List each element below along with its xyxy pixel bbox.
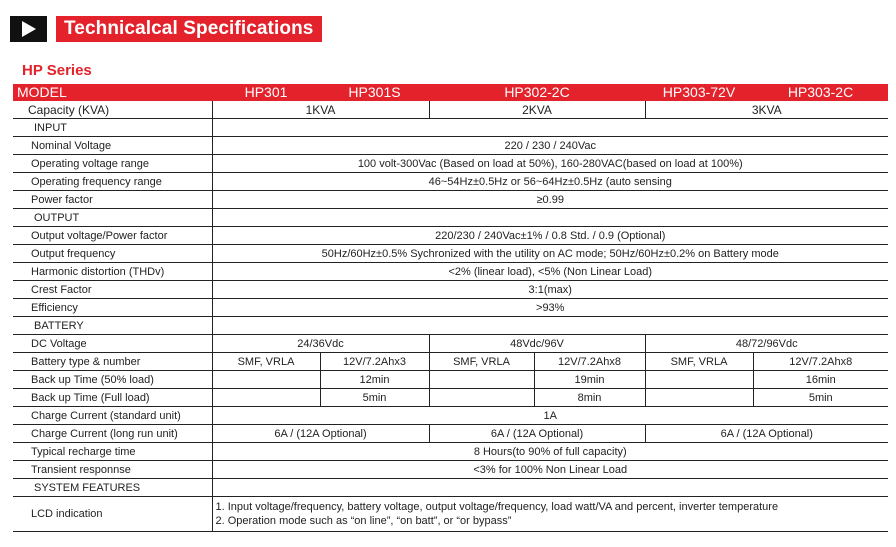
backup-full-row [13,389,888,407]
power-factor-label: Power factor [13,191,212,209]
system-section-row [13,479,888,497]
harmonic-label: Harmonic distortion (THDv) [13,263,212,281]
harmonic-row [13,263,888,281]
backup-50-row [13,371,888,389]
backup-50-3kva: 16min [753,371,888,389]
output-frequency-value: 50Hz/60Hz±0.5% Sychronized with the utility on AC mode; 50Hz/60Hz±0.2% on Battery mode [212,245,888,263]
charge-long-1kva: 6A / (12A Optional) [212,425,429,443]
spec-table [13,84,888,532]
operating-voltage-label: Operating voltage range [13,155,212,173]
output-frequency-label: Output frequency [13,245,212,263]
output-voltage-row [13,227,888,245]
efficiency-label: Efficiency [13,299,212,317]
recharge-row [13,443,888,461]
crest-value: 3:1(max) [212,281,888,299]
operating-frequency-label: Operating frequency range [13,173,212,191]
model-hp302-2c: HP302-2C [429,84,645,101]
battery-section-label: BATTERY [13,317,212,335]
battery-type-label: Battery type & number [13,353,212,371]
charge-long-row [13,425,888,443]
backup-full-3kva: 5min [753,389,888,407]
transient-label: Transient responnse [13,461,212,479]
backup-full-2kva: 8min [534,389,645,407]
lcd-row [13,497,888,532]
battery-type-cell: 12V/7.2Ahx8 [753,353,888,371]
charge-std-row [13,407,888,425]
recharge-label: Typical recharge time [13,443,212,461]
battery-type-cell: 12V/7.2Ahx3 [320,353,429,371]
model-label: MODEL [13,84,212,101]
battery-type-cell: SMF, VRLA [429,353,534,371]
model-row [13,84,888,101]
efficiency-value: >93% [212,299,888,317]
battery-type-cell: 12V/7.2Ahx8 [534,353,645,371]
dc-voltage-1kva: 24/36Vdc [212,335,429,353]
capacity-label: Capacity (KVA) [13,101,212,119]
title-banner [56,16,322,42]
charge-long-2kva: 6A / (12A Optional) [429,425,645,443]
harmonic-value: <2% (linear load), <5% (Non Linear Load) [212,263,888,281]
system-section-label: SYSTEM FEATURES [13,479,212,497]
output-section-label: OUTPUT [13,209,212,227]
play-icon [10,16,47,42]
nominal-voltage-label: Nominal Voltage [13,137,212,155]
battery-section-row [13,317,888,335]
capacity-2kva: 2KVA [429,101,645,119]
lcd-value [212,497,888,532]
recharge-value: 8 Hours(to 90% of full capacity) [212,443,888,461]
dc-voltage-3kva: 48/72/96Vdc [645,335,888,353]
power-factor-value: ≥0.99 [212,191,888,209]
charge-long-label: Charge Current (long run unit) [13,425,212,443]
charge-std-label: Charge Current (standard unit) [13,407,212,425]
model-hp303-72v: HP303-72V [645,84,753,101]
page-header [10,15,322,43]
lcd-line-2: 2. Operation mode such as “on line”, “on batt”, or “or bypass” [215,515,512,527]
capacity-3kva: 3KVA [645,101,888,119]
model-hp301s: HP301S [320,84,429,101]
output-voltage-label: Output voltage/Power factor [13,227,212,245]
backup-full-1kva: 5min [320,389,429,407]
battery-type-cell: SMF, VRLA [645,353,753,371]
model-hp301: HP301 [212,84,320,101]
model-hp303-2c: HP303-2C [753,84,888,101]
input-section-label: INPUT [13,119,212,137]
page-title: Technicalcal Specifications [64,18,314,39]
operating-voltage-value: 100 volt-300Vac (Based on load at 50%), 160-280VAC(based on load at 100%) [212,155,888,173]
battery-type-cell: SMF, VRLA [212,353,320,371]
operating-voltage-row [13,155,888,173]
power-factor-row [13,191,888,209]
transient-row [13,461,888,479]
transient-value: <3% for 100% Non Linear Load [212,461,888,479]
dc-voltage-label: DC Voltage [13,335,212,353]
efficiency-row [13,299,888,317]
capacity-row [13,101,888,119]
dc-voltage-2kva: 48Vdc/96V [429,335,645,353]
charge-long-3kva: 6A / (12A Optional) [645,425,888,443]
series-title: HP Series [22,62,92,79]
capacity-1kva: 1KVA [212,101,429,119]
output-section-row [13,209,888,227]
backup-50-2kva: 19min [534,371,645,389]
lcd-label: LCD indication [13,497,212,532]
nominal-voltage-row [13,137,888,155]
operating-frequency-value: 46~54Hz±0.5Hz or 56~64Hz±0.5Hz (auto sensing [212,173,888,191]
output-voltage-value: 220/230 / 240Vac±1% / 0.8 Std. / 0.9 (Optional) [212,227,888,245]
crest-label: Crest Factor [13,281,212,299]
nominal-voltage-value: 220 / 230 / 240Vac [212,137,888,155]
charge-std-value: 1A [212,407,888,425]
crest-row [13,281,888,299]
backup-50-label: Back up Time (50% load) [13,371,212,389]
input-section-row [13,119,888,137]
output-frequency-row [13,245,888,263]
backup-full-label: Back up Time (Full load) [13,389,212,407]
battery-type-row [13,353,888,371]
lcd-line-1: 1. Input voltage/frequency, battery voltage, output voltage/frequency, load watt/VA and percent, inverter temperature [215,501,779,513]
dc-voltage-row [13,335,888,353]
operating-frequency-row [13,173,888,191]
backup-50-1kva: 12min [320,371,429,389]
